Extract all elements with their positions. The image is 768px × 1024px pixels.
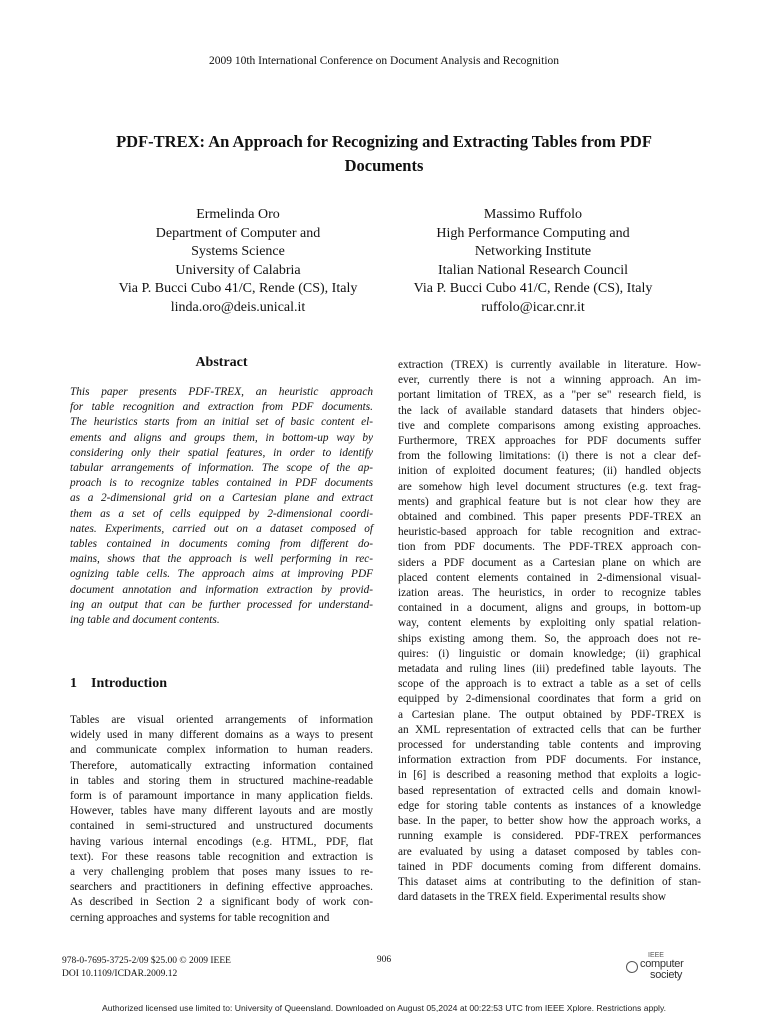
text-line: tables contained in documents coming from different do- [70,538,373,551]
text-line: extraction (TREX) is currently available in literature. How- [398,359,701,371]
logo-society-text: society [650,969,683,981]
title-line: Documents [344,156,424,175]
text-line: searchers and practitioners in defining effective approaches. [70,881,373,894]
text-line: form is of paramount importance in many application fields. [70,790,373,803]
author-email: ruffolo@icar.cnr.it [481,299,585,315]
text-line: tive and complete comparisons among existing approaches. [398,419,701,432]
introduction-heading [70,676,373,692]
text-line: considering only their spatial features, in order to identify [70,446,373,459]
text-line: contained in semi-structured and unstructured documents [70,820,373,833]
author-email: linda.oro@deis.unical.it [170,299,306,315]
text-line: quires: (i) linguistic or domain knowledge; (ii) graphical [398,647,701,660]
author-block-right [373,206,693,318]
text-line: them as a set of cells equipped by 2-dimensional coordi- [70,507,373,520]
text-line: document annotation and information extraction by provid- [70,583,373,596]
text-line: tabular arrangements of information. The scope of the ap- [70,462,373,475]
text-line: dard datasets in the TREX field. Experimental results show [398,891,667,904]
author-name: Massimo Ruffolo [483,207,583,222]
logo-circle-icon [626,961,638,973]
text-line: edge for storing table contents as instances of a knowledge [398,799,701,812]
text-line: in tables and storing them in structured machine-readable [70,774,373,787]
title-line: PDF-TREX: An Approach for Recognizing and Extracting Tables from PDF [116,132,652,151]
abstract-heading: Abstract [195,355,248,370]
text-line: However, tables have many different layouts and are mostly [70,805,373,818]
author-address: Via P. Bucci Cubo 41/C, Rende (CS), Italy [118,281,358,297]
logo-ieee-text: IEEE [648,952,664,959]
text-line: obtained and combined. This paper presents PDF-TREX an [398,511,701,524]
author-address: Via P. Bucci Cubo 41/C, Rende (CS), Italy [413,281,653,297]
author-block-left [78,206,398,318]
text-line: ements and aligns and groups them, in bottom-up way by [70,431,373,444]
text-line: metadata and ruling lines (iii) predefined table layouts. The [398,663,701,676]
introduction-body [70,713,373,926]
text-line: cerning approaches and systems for table recognition and [70,911,330,924]
author-affiliation: University of Calabria [175,262,301,278]
text-line: widely used in many different domains as a ways to present [70,729,373,742]
text-line: proach is to recognize tables contained in PDF documents [70,477,373,490]
logo-computer-text: computer [640,958,684,970]
text-line: equipped by 2-dimensional coordinates that form a grid on [398,693,701,706]
text-line: are somehow high level document structures (e.g. text frag- [398,480,701,493]
text-line: tion from PDF documents. The PDF-TREX approach con- [398,541,701,554]
text-line: the lack of available standard datasets that hinders objec- [398,404,701,417]
text-line: ever, currently there is not a winning approach. An im- [398,374,701,387]
author-affiliation: Systems Science [191,244,285,260]
footer-doi: DOI 10.1109/ICDAR.2009.12 [62,968,178,979]
page-number: 906 [376,955,392,965]
ieee-computer-society-logo [626,952,706,982]
conference-header: 2009 10th International Conference on Document Analysis and Recognition [208,55,560,67]
text-line: ing table and document contents. [70,614,220,627]
text-line: an XML representation of extracted cells that can be further [398,723,701,736]
text-line: ognizing table cells. The approach aims at improving PDF [70,568,373,581]
text-line: The heuristics starts from an initial set of basic content el- [70,416,373,429]
text-line: ing an output that can be further processed for understand- [70,598,373,611]
author-affiliation: Department of Computer and [155,225,321,241]
text-line: a very challenging problem that poses many issues to re- [70,866,373,879]
text-line: processed for understanding table contents and improving [398,739,701,752]
text-line: ments) and graphical feature but is not clear how they are [398,495,701,508]
text-line: This paper presents PDF-TREX, an heuristic approach [70,386,373,398]
text-line: base. In the paper, to better show how the approach works, a [398,815,701,828]
section-title: Introduction [91,676,167,691]
text-line: in [6] is described a reasoning method that exploits a logic- [398,769,701,782]
section-number: 1 [70,676,77,691]
footer-isbn: 978-0-7695-3725-2/09 $25.00 © 2009 IEEE [62,956,231,966]
text-line: a Cartesian plane. The output obtained by PDF-TREX is [398,708,701,721]
text-line: from the following limitations: (i) there is not a clear def- [398,450,701,463]
text-line: Tables are visual oriented arrangements of information [70,714,373,726]
text-line: and communicate complex information to human readers. [70,744,373,757]
text-line: information extraction from PDF documents. For instance, [398,754,701,767]
text-line: contained in a document, aligns and groups, in bottom-up [398,602,701,615]
text-line: as a 2-dimensional grid on a Cartesian plane and extract [70,492,373,505]
text-line: scope of the approach is to extract a table as a set of cells [398,678,701,691]
text-line: for table recognition and extraction from PDF documents. [70,401,373,414]
text-line: nates. Experiments, carried out on a dataset composed of [70,522,373,535]
text-line: As described in Section 2 a significant body of work con- [70,896,373,909]
text-line: having various internal encodings (e.g. HTML, PDF, flat [70,835,373,848]
text-line: placed content elements contained in 2-dimensional visual- [398,571,701,584]
text-line: ization areas. The heuristics, in order to recognize tables [398,587,701,600]
text-line: are evaluated by using a dataset composed by tables con- [398,845,701,858]
authorized-use-notice: Authorized licensed use limited to: University of Queensland. Downloaded on August 05,2024 at 00:22:53 UTC from IEEE Xplore. Restrictions apply. [102,1003,666,1013]
abstract-body [70,385,373,628]
text-line: based representation of extracted cells and domain knowl- [398,784,701,797]
text-line: Therefore, automatically extracting information contained [70,759,373,772]
text-line: portant limitation of TREX, as a "per se" research field, is [398,389,701,402]
author-affiliation: Networking Institute [474,244,592,260]
text-line: text). For these reasons table recognition and extraction is [70,850,373,863]
text-line: ships existing among them. So, the approach does not re- [398,632,701,645]
text-line: Furthermore, TREX approaches for PDF documents suffer [398,435,701,448]
text-line: siders a PDF document as a Cartesian plane on which are [398,556,701,569]
text-line: This dataset aims at contributing to the definition of stan- [398,875,701,888]
right-column-body [398,358,701,905]
author-affiliation: High Performance Computing and [436,225,630,241]
text-line: tained in PDF documents coming from different domains. [398,860,701,873]
paper-title [60,130,708,178]
text-line: heuristic-based approach for table recognition and extrac- [398,526,701,539]
text-line: way, content elements by exploiting only spatial relation- [398,617,701,630]
text-line: running example is considered. PDF-TREX performances [398,830,701,843]
author-affiliation: Italian National Research Council [437,262,629,278]
text-line: mains, shows that the approach is well performing in rec- [70,553,373,566]
text-line: inition of exploited document features; (ii) handled objects [398,465,701,478]
author-name: Ermelinda Oro [196,207,280,222]
